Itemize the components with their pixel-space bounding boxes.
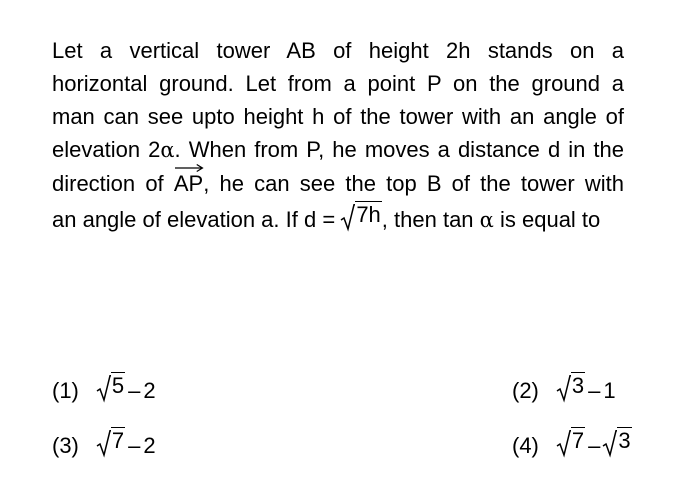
sqrt-expression xyxy=(557,371,585,398)
alpha-symbol: α xyxy=(479,208,494,232)
question-text xyxy=(52,34,624,237)
option-number: (3) xyxy=(52,433,79,458)
question-line-6-text-b: , then tan xyxy=(381,207,474,232)
alpha-symbol: α xyxy=(160,138,175,162)
minus-sign: – xyxy=(128,433,141,458)
sqrt-expression-2 xyxy=(603,426,631,453)
minus-sign: – xyxy=(588,433,601,458)
sqrt-radicand: 7h xyxy=(356,202,381,227)
option-number: (1) xyxy=(52,378,79,403)
option-number: (2) xyxy=(512,378,539,403)
sqrt-7h xyxy=(341,200,381,227)
question-line-3: man can see upto height h of the tower with an angle of xyxy=(52,104,624,129)
question-line-6-text-a: an angle of elevation a. If d xyxy=(52,207,317,232)
question-line-5 xyxy=(52,167,624,200)
sqrt-expression xyxy=(97,426,125,453)
vector-arrow-icon xyxy=(175,163,203,173)
option-1[interactable] xyxy=(52,371,156,406)
equals-sign: = xyxy=(322,207,336,232)
sqrt-icon xyxy=(97,375,111,402)
question-line-1: Let a vertical tower AB of height 2h stands on a xyxy=(52,38,624,63)
sqrt-expression xyxy=(557,426,585,453)
option-2[interactable] xyxy=(512,371,616,406)
option-term: 2 xyxy=(143,378,156,403)
question-line-4-text-a: elevation 2 xyxy=(52,137,161,162)
sqrt-radicand: 3 xyxy=(571,373,585,398)
question-line-5-text-b: , he can see the top B of the tower with xyxy=(203,171,624,196)
option-term: 2 xyxy=(143,433,156,458)
minus-sign: – xyxy=(588,378,601,403)
minus-sign: – xyxy=(128,378,141,403)
sqrt-icon xyxy=(97,430,111,457)
vector-ap-label: AP xyxy=(173,171,204,196)
question-line-2: horizontal ground. Let from a point P on the ground a xyxy=(52,71,624,96)
question-line-6 xyxy=(52,200,624,237)
sqrt-radicand: 7 xyxy=(111,428,125,453)
vector-ap xyxy=(174,167,203,200)
question-line-6-text-c: is equal to xyxy=(499,207,601,232)
sqrt-icon xyxy=(341,204,355,231)
sqrt-icon xyxy=(557,375,571,402)
option-3[interactable] xyxy=(52,426,156,461)
sqrt-radicand: 7 xyxy=(571,428,585,453)
question-line-5-text-a: direction of xyxy=(52,171,164,196)
option-term: 1 xyxy=(603,378,616,403)
sqrt-icon xyxy=(603,430,617,457)
sqrt-radicand: 3 xyxy=(618,428,631,453)
sqrt-icon xyxy=(557,430,571,457)
sqrt-radicand: 5 xyxy=(111,373,125,398)
sqrt-expression xyxy=(97,371,125,398)
question-line-4 xyxy=(52,133,624,167)
option-4[interactable] xyxy=(512,426,632,461)
question-line-4-text-b: . When from P, he moves a distance d in the xyxy=(174,137,624,162)
option-number: (4) xyxy=(512,433,539,458)
